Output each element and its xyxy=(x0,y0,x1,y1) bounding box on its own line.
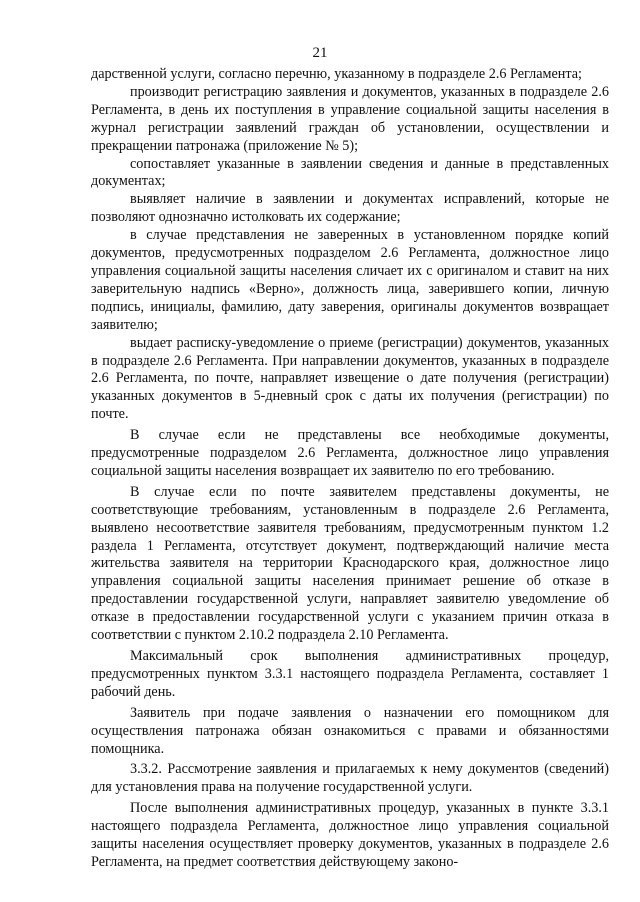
paragraph: в случае представления не заверенных в установленном порядке копий документов, предусмотренных подразделом 2.6 Регламента, должностное лицо управления социальной защиты населения сличает их с оригиналом и ставит на них заверительную надпись «Верно», должность лица, заверившего копии, личную подпись, инициалы, фамилию, дату заверения, оригиналы документов возвращает заявителю; xyxy=(91,227,609,333)
paragraph: В случае если по почте заявителем представлены документы, не соответствующие требованиям, установленным в подразделе 2.6 Регламента, выявлено несоответствие заявителя требованиям, предусмотренным пунктом 1.2 раздела 1 Регламента, отсутствует документ, подтверждающий наличие места жительства заявителя на территории Краснодарского края, должностное лицо управления социальной защиты населения принимает решение об отказе в предоставлении государственной услуги, направляет заявителю уведомление об отказе в предоставлении государственной услуги с указанием причин отказа в соответствии с пунктом 2.10.2 подраздела 2.10 Регламента. xyxy=(91,483,609,644)
page-number: 21 xyxy=(312,45,328,61)
section-heading: 3.3.2. Рассмотрение заявления и прилагаемых к нему документов (сведений) для установления права на получение государственной услуги. xyxy=(91,761,609,796)
paragraph: Заявитель при подаче заявления о назначении его помощником для осуществления патронажа обязан ознакомиться с правами и обязанностями помощника. xyxy=(91,704,609,757)
document-body xyxy=(91,66,609,872)
paragraph: сопоставляет указанные в заявлении сведения и данные в представленных документах; xyxy=(91,155,609,190)
paragraph: производит регистрацию заявления и документов, указанных в подразделе 2.6 Регламента, в день их поступления в управление социальной защиты населения в журнал регистрации заявлений граждан об установлении, осуществлении и прекращении патронажа (приложение № 5); xyxy=(91,83,609,154)
paragraph: выявляет наличие в заявлении и документах исправлений, которые не позволяют однозначно истолковать их содержание; xyxy=(91,191,609,226)
paragraph: выдает расписку-уведомление о приеме (регистрации) документов, указанных в подразделе 2.6 Регламента. При направлении документов, указанных в подразделе 2.6 Регламента, по почте, направляет извещение о дате получения (регистрации) указанных документов в 5-дневный срок с даты их получения (регистрации) по почте. xyxy=(91,334,609,423)
paragraph: После выполнения административных процедур, указанных в пункте 3.3.1 настоящего подраздела Регламента, должностное лицо управления социальной защиты населения осуществляет проверку документов, указанных в подразделе 2.6 Регламента, на предмет соответствия действующему законо- xyxy=(91,800,609,870)
paragraph: В случае если не представлены все необходимые документы, предусмотренные подразделом 2.6 Регламента, должностное лицо управления социальной защиты населения возвращает их заявителю по его требованию. xyxy=(91,427,609,479)
paragraph: дарственной услуги, согласно перечню, указанному в подразделе 2.6 Регламента; xyxy=(91,66,583,82)
paragraph: Максимальный срок выполнения административных процедур, предусмотренных пунктом 3.3.1 настоящего подраздела Регламента, составляет 1 рабочий день. xyxy=(91,648,609,700)
